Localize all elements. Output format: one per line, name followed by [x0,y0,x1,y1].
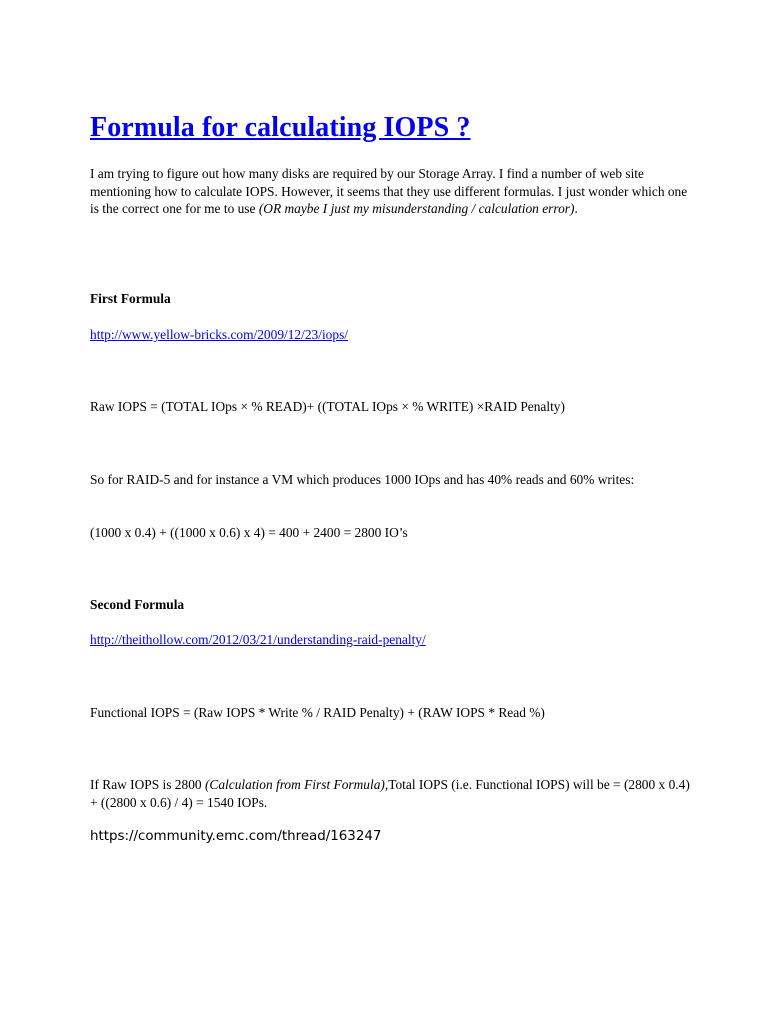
footer-url: https://community.emc.com/thread/163247 [90,829,382,844]
first-formula-example: So for RAID-5 and for instance a VM which produces 1000 IOps and has 40% reads and 60% writes: [90,472,635,487]
intro-paragraph [90,165,690,218]
intro-italic: (OR maybe I just my misunderstanding / calculation error) [258,201,575,216]
intro-end: . [574,201,578,216]
second-example-post: Total IOPS (i.e. Functional IOPS) will be = (2800 x 0.4) + ((2800 x 0.6) / 4) = 1540 IOPs. [90,777,690,810]
second-formula-heading: Second Formula [90,597,185,612]
first-formula-calculation: (1000 x 0.4) + ((1000 x 0.6) x 4) = 400 + 2400 = 2800 IO’s [90,525,408,540]
intro-text: I am trying to figure out how many disks are required by our Storage Array. I find a number of web site mentioning how to calculate IOPS. However, it seems that they use different formulas. I just wonder which one is the correct one for me to use [90,166,688,216]
second-formula-text: Functional IOPS = (Raw IOPS * Write % / RAID Penalty) + (RAW IOPS * Read %) [90,705,545,720]
second-example-italic: (Calculation from First Formula), [204,777,389,792]
second-formula-link[interactable]: http://theithollow.com/2012/03/21/understanding-raid-penalty/ [90,632,426,647]
first-formula-heading: First Formula [90,291,171,306]
first-formula-text: Raw IOPS = (TOTAL IOps × % READ)+ ((TOTAL IOps × % WRITE) ×RAID Penalty) [90,399,565,414]
second-example-pre: If Raw IOPS is 2800 [90,777,205,792]
second-formula-example [90,776,690,811]
first-formula-link[interactable]: http://www.yellow-bricks.com/2009/12/23/iops/ [90,327,348,342]
page-title[interactable]: Formula for calculating IOPS ? [90,112,471,143]
